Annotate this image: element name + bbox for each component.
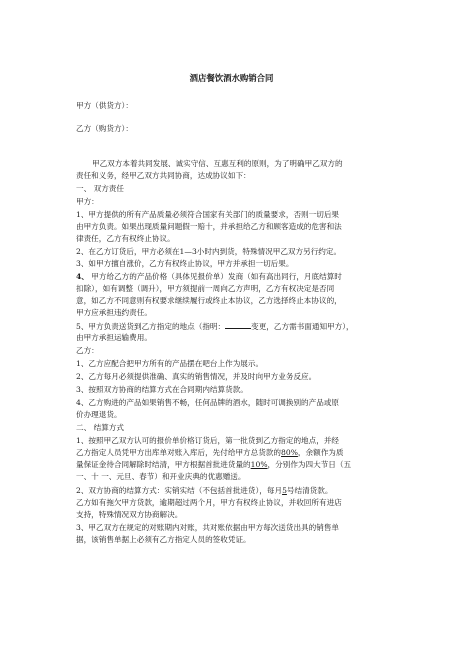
c2-line-2: 乙方如有拖欠甲方货款，逾期超过两个月，甲方有权终止协议，并收回所有进店 bbox=[76, 498, 342, 507]
intro-line-2: 责任和义务，经甲乙双方共同协商，达成协议如下： bbox=[76, 171, 251, 180]
a4-line-3: 意，如乙方不同意则有权要求继续履行或终止本协议，乙方选择终止本协议的， bbox=[76, 296, 342, 305]
c1-text-a: 乙方指定人员凭甲方出库单对账入库后，先付给甲方总货款的 bbox=[76, 448, 282, 457]
a5-line-1 bbox=[76, 321, 396, 332]
intro-line-1: 甲乙双方本着共同发展、诚实守信、互惠互利的原则，为了明确甲乙双方的 bbox=[92, 159, 343, 168]
gift-percent: 10% bbox=[250, 460, 268, 469]
c2-line-3: 支持，特殊情况双方协商解决。 bbox=[76, 510, 183, 519]
a5-text-b: 变更，乙方需书面通知甲方）， bbox=[251, 322, 354, 331]
a4-number: 4、 bbox=[76, 272, 89, 281]
section-1-heading: 一、 双方责任 bbox=[76, 184, 124, 193]
a1-line-1: 1、甲方提供的所有产品质量必须符合国家有关部门的质量要求，否则一切后果 bbox=[76, 210, 340, 219]
contract-title: 酒店餐饮酒水购销合同 bbox=[189, 73, 274, 83]
a5-line-2: 由甲方承担运输费用。 bbox=[76, 333, 152, 342]
b4-line-2: 价办理退货。 bbox=[76, 410, 122, 419]
c3-line-1: 3、甲乙双方在规定的对账期内对账，共对账依据由甲方每次送货出具的销售单 bbox=[76, 523, 340, 532]
c1-text-b: ，余额作为质 bbox=[297, 448, 344, 457]
a2-line: 2、在乙方订货后，甲方必须在1—3小时内到货，特殊情况甲乙双方另行约定。 bbox=[76, 247, 342, 256]
c1-line-1: 1、按照甲乙双方认可的报价单价格订货后，第一批货到乙方指定的地点，并经 bbox=[76, 436, 340, 445]
a4-line-4: 甲方应承担违约责任。 bbox=[76, 308, 152, 317]
c1-text-c: 量保证金待合同解除时结清，甲方根据首批进货量的 bbox=[76, 460, 251, 469]
party-a-line: 甲方（供货方）： bbox=[76, 101, 133, 110]
payment-percent: 80% bbox=[281, 448, 298, 457]
c1-line-3 bbox=[76, 460, 396, 470]
section-2-heading: 二、 结算方式 bbox=[76, 423, 124, 432]
b2-line: 2、乙方每月必须提供准确、真实的销售情况，并及时向甲方业务反应。 bbox=[76, 372, 317, 381]
a4-text-1: 甲方给乙方的产品价格（具体见报价单）发商（如有高出同行，月底结算时 bbox=[88, 272, 342, 281]
c1-text-d: ，分别作为四大节日（五 bbox=[267, 460, 352, 469]
party-b-line: 乙方（购货方）： bbox=[76, 124, 133, 133]
a4-line-2: 扣除），如有调整（调升），甲方须提前一周向乙方声明，乙方有权决定是否同 bbox=[76, 284, 335, 293]
a5-text-a: 5、甲方负责送货到乙方指定的地点（指明： bbox=[76, 322, 226, 331]
c2-text-a: 2、双方协商的结算方式：实销实结（不包括首批进货），每月 bbox=[76, 486, 283, 495]
a4-line-1 bbox=[76, 272, 396, 282]
address-blank bbox=[225, 321, 251, 329]
c3-line-2: 据，该销售单据上必须有乙方指定人员的签收凭证。 bbox=[76, 535, 251, 544]
party-a-duties-label: 甲方： bbox=[76, 197, 99, 206]
b4-line-1: 4、乙方购进的产品如果销售不畅，任何品牌的酒水，随时可调换别的产品或原 bbox=[76, 398, 340, 407]
c2-line-1 bbox=[76, 486, 396, 496]
a3-line: 3、如甲方擅自涨价，乙方有权终止协议，甲方并承担一切后果。 bbox=[76, 259, 294, 268]
a1-line-2: 由甲方负责。如果出现质量问题假一赔十，并承担给乙方和顾客造成的危害和法 bbox=[76, 222, 342, 231]
b3-line: 3、按照双方协商的结算方式在合同期内结算货款。 bbox=[76, 385, 248, 394]
settlement-day: 5 bbox=[282, 486, 287, 495]
c1-line-4: 一、十 一、元旦、春节）和开业庆典的优惠赠送。 bbox=[76, 472, 246, 481]
a1-line-3: 律责任，乙方有权终止协议。 bbox=[76, 234, 175, 243]
c1-line-2 bbox=[76, 448, 396, 458]
c2-text-b: 号结清货款。 bbox=[286, 486, 333, 495]
party-b-duties-label: 乙方： bbox=[76, 346, 99, 355]
b1-line: 1、乙方应配合把甲方所有的产品摆在吧台上作为展示。 bbox=[76, 359, 264, 368]
